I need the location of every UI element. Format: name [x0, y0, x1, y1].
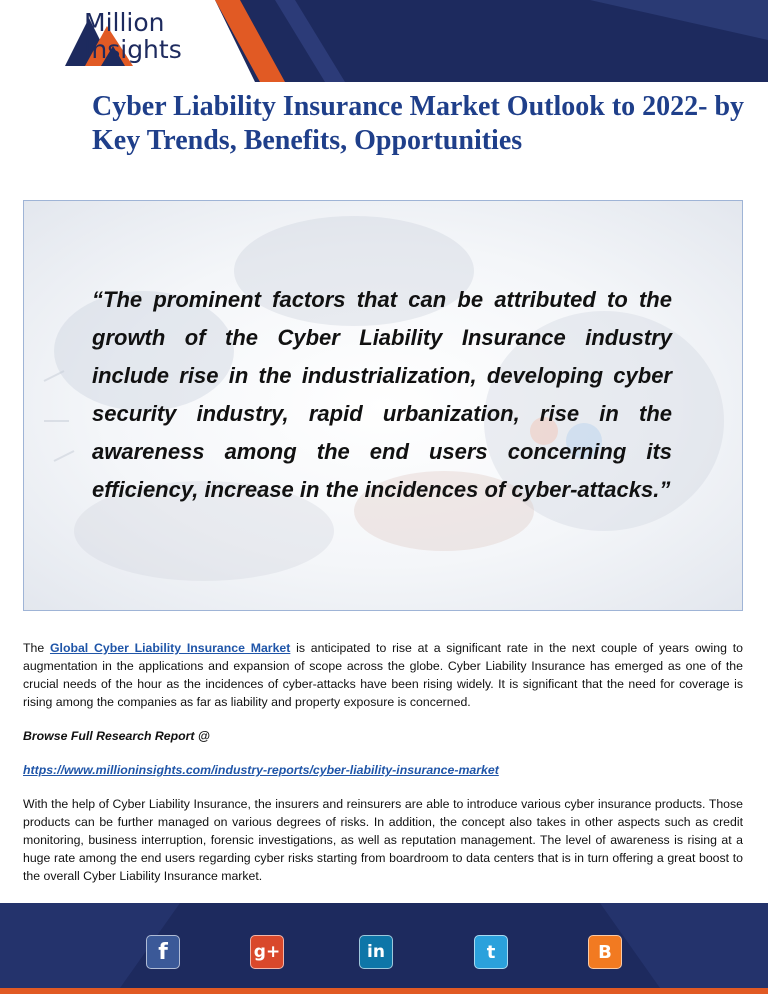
blogger-icon[interactable]: B	[588, 935, 622, 969]
highlight-quote: “The prominent factors that can be attributed to the growth of the Cyber Liability Insurance industry include rise in the industrialization, developing cyber security industry, rapid urbanization, rise in the awareness among the end users concerning its efficiency, increase in the incidences of cyber-attacks.”	[92, 287, 672, 502]
brand-name-line1: Million	[84, 8, 165, 37]
article-body	[23, 639, 743, 885]
intro-text: is anticipated to rise at a significant rate in the next couple of years owing to augmentation in the applications and expansion of scope across the globe. Cyber Liability Insurance has emerged as one of the crucial needs of the hour as the incidences of cyber-attacks have been rising widely. It is significant that the need for coverage is rising among the companies as far as liability and property exposure is concerned.	[23, 641, 743, 709]
intro-prefix: The	[23, 641, 50, 655]
page-title: Cyber Liability Insurance Market Outlook to 2022- by Key Trends, Benefits, Opportunities	[92, 91, 745, 156]
linkedin-icon[interactable]: in	[359, 935, 393, 969]
market-report-link[interactable]: Global Cyber Liability Insurance Market	[49, 641, 291, 655]
report-url-line	[23, 761, 743, 779]
header-banner	[0, 0, 768, 82]
twitter-icon[interactable]: t	[474, 935, 508, 969]
footer-accent-stripe	[0, 988, 768, 994]
brand-name	[84, 10, 182, 62]
details-paragraph: With the help of Cyber Liability Insurance, the insurers and reinsurers are able to introduce various cyber insurance products. Those products can be further managed on various degrees of risks. In addition, the concept also takes in other aspects such as credit monitoring, business interruption, forensic investigations, as well as reputation management. The level of awareness is rising at a huge rate among the end users regarding cyber risks starting from boardroom to data centers that is in turn offering a great boost to the overall Cyber Liability Insurance market.	[23, 797, 743, 883]
report-url-link[interactable]: https://www.millioninsights.com/industry-reports/cyber-liability-insurance-market	[23, 763, 499, 777]
google-plus-icon[interactable]: g+	[250, 935, 284, 969]
quote-box	[23, 200, 743, 611]
intro-paragraph	[23, 639, 743, 711]
browse-label: Browse Full Research Report @	[23, 729, 210, 743]
brand-name-line2: Insights	[84, 35, 182, 64]
facebook-icon[interactable]: f	[146, 935, 180, 969]
